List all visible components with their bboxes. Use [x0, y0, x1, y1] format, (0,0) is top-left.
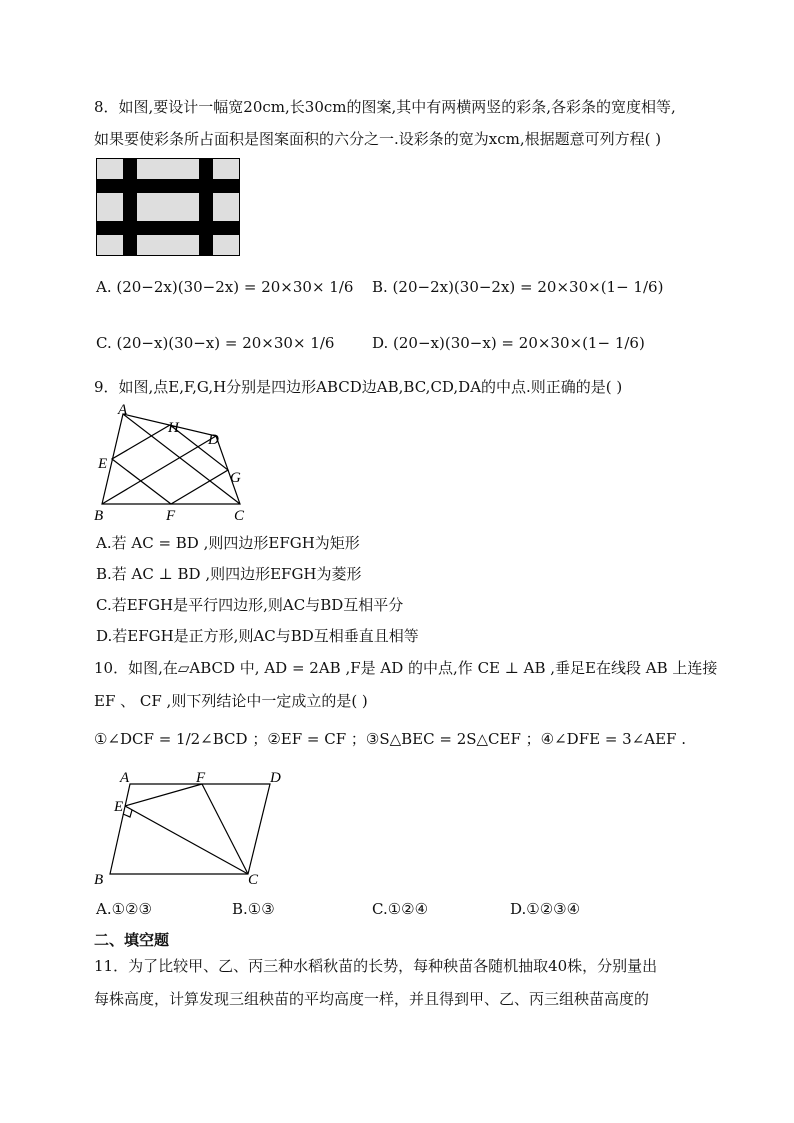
q9-quadrilateral-figure [92, 402, 262, 524]
q10-option-b: B.①③ [232, 900, 275, 918]
q8-line-2: 如果要使彩条所占面积是图案面积的六分之一.设彩条的宽为xcm,根据题意可列方程( ) [94, 130, 662, 148]
section-title-fill-blank: 二、填空题 [94, 931, 170, 949]
q9-label-e: E [98, 456, 108, 472]
q10-option-c: C.①②④ [372, 900, 429, 918]
q9-line-1: 9．如图,点E,F,G,H分别是四边形ABCD边AB,BC,CD,DA的中点.则正确的是( ) [94, 378, 623, 396]
q8-line-1: 8．如图,要设计一幅宽20cm,长30cm的图案,其中有两横两竖的彩条,各彩条的宽度相等, [94, 98, 676, 116]
q10-line-2: EF 、 CF ,则下列结论中一定成立的是( ) [94, 692, 368, 710]
q9-label-b: B [94, 508, 104, 524]
q9-label-f: F [166, 508, 176, 524]
q10-option-a: A.①②③ [96, 900, 152, 918]
q10-line-1: 10．如图,在▱ABCD 中, AD = 2AB ,F是 AD 的中点,作 CE ⊥ AB ,垂足E在线段 AB 上连接 [94, 659, 718, 677]
q10-label-e: E [114, 799, 124, 815]
q9-label-h: H [168, 420, 179, 436]
q11-line-1: 11．为了比较甲、乙、丙三种水稻秋苗的长势，每种秧苗各随机抽取40株，分别量出 [94, 957, 658, 975]
q8-option-d: D. (20−x)(30−x) = 20×30×(1− 1/6) [372, 334, 645, 352]
q9-option-d: D.若EFGH是正方形,则AC与BD互相垂直且相等 [96, 627, 419, 645]
q10-option-d: D.①②③④ [510, 900, 581, 918]
q10-line-3: ①∠DCF = 1/2∠BCD ；②EF = CF ；③S△BEC = 2S△CEF ；④∠DFE = 3∠AEF . [94, 730, 686, 748]
q10-label-a: A [120, 770, 130, 786]
q9-option-a: A.若 AC = BD ,则四边形EFGH为矩形 [96, 534, 360, 552]
q9-option-c: C.若EFGH是平行四边形,则AC与BD互相平分 [96, 596, 404, 614]
q8-option-a: A. (20−2x)(30−2x) = 20×30× 1/6 [96, 278, 354, 296]
q10-label-c: C [248, 872, 259, 888]
q8-option-b: B. (20−2x)(30−2x) = 20×30×(1− 1/6) [372, 278, 664, 296]
q8-stripe-figure [96, 158, 242, 258]
q10-parallelogram-figure [92, 766, 292, 888]
q9-label-g: G [230, 470, 241, 486]
q10-label-f: F [196, 770, 206, 786]
q9-label-a: A [118, 402, 128, 418]
q8-option-c: C. (20−x)(30−x) = 20×30× 1/6 [96, 334, 335, 352]
q9-option-b: B.若 AC ⊥ BD ,则四边形EFGH为菱形 [96, 565, 362, 583]
q9-label-c: C [234, 508, 245, 524]
q11-line-2: 每株高度，计算发现三组秧苗的平均高度一样，并且得到甲、乙、丙三组秧苗高度的 [94, 990, 650, 1008]
q9-label-d: D [208, 432, 219, 448]
q10-label-b: B [94, 872, 104, 888]
q10-label-d: D [270, 770, 281, 786]
